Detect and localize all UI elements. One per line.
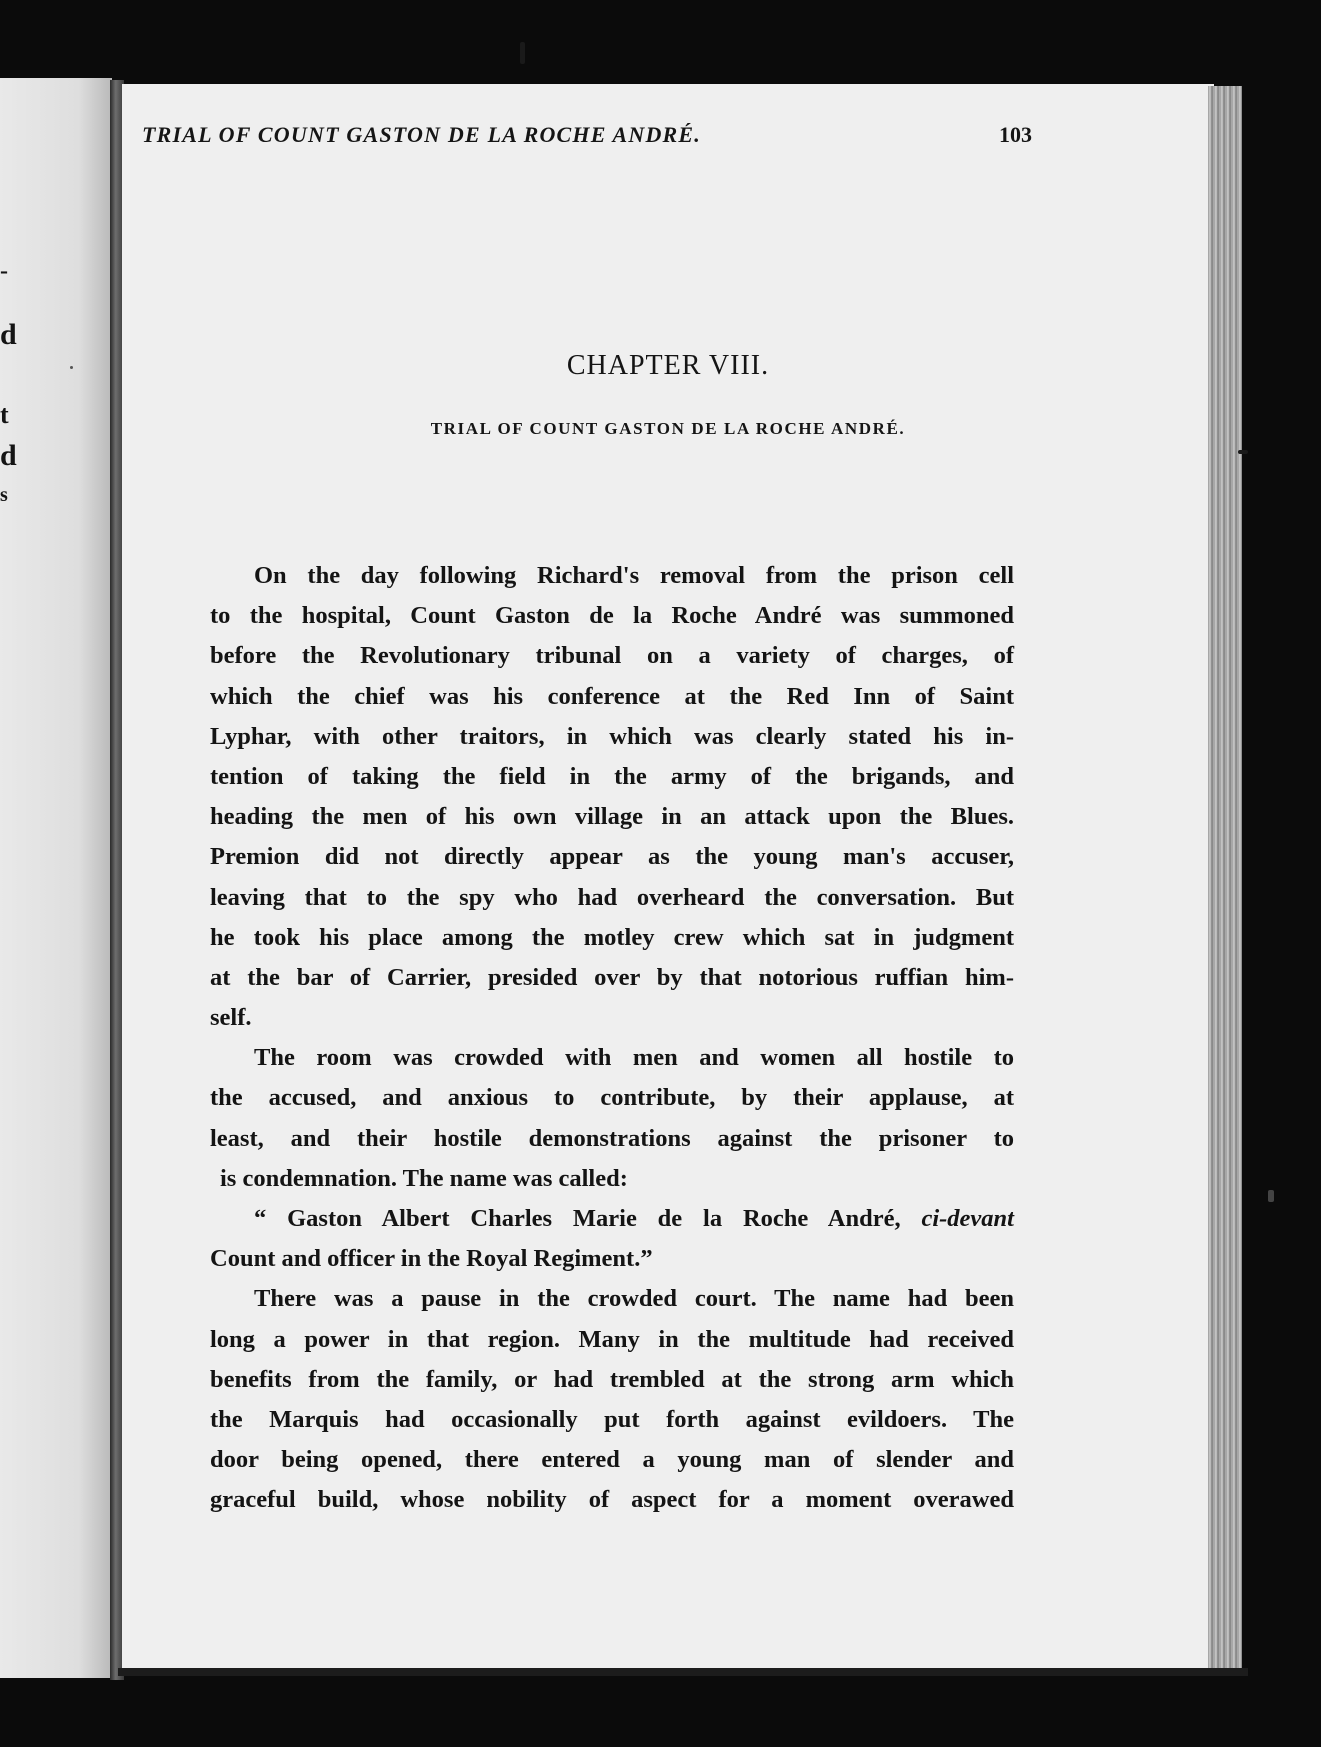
text-line: the Marquis had occasionally put forth against evildoers. The [210,1405,1014,1433]
facing-page-edge [0,78,112,1678]
page-number: 103 [999,122,1032,147]
text-line: leaving that to the spy who had overheard the conversation. But [210,883,1014,911]
text-line: which the chief was his conference at the Red Inn of Saint [210,682,1014,710]
text-line: door being opened, there entered a young man of slender and [210,1446,1014,1474]
left-page-fragment: t [0,400,9,429]
page-edge-strip [1208,86,1242,1672]
page-bottom-shadow [118,1668,1248,1676]
text-line: graceful build, whose nobility of aspect for a moment overawed [210,1486,1014,1514]
text-line: self. [210,1004,252,1032]
text-line: benefits from the family, or had trembled at the strong arm which [210,1365,1014,1393]
left-page-fragment: d [0,439,17,472]
text-line: least, and their hostile demonstrations against the prisoner to [210,1124,1014,1152]
text-line: On the day following Richard's removal from the prison cell [254,562,1014,589]
text-line: Count and officer in the Royal Regiment.” [210,1245,653,1273]
text-line: long a power in that region. Many in the multitude had received [210,1325,1014,1353]
text-line: to the hospital, Count Gaston de la Roche André was summoned [210,602,1014,630]
scan-speck [1238,450,1248,454]
text-line: is condemnation. The name was called: [220,1164,628,1192]
running-head [142,122,1032,148]
chapter-number: CHAPTER VIII. [566,350,770,381]
scan-speck [70,366,73,369]
quote-italic: ci-devant [921,1205,1014,1232]
scan-speck [1268,1190,1274,1202]
left-page-fragment: - [0,258,8,284]
text-line: he took his place among the motley crew which sat in judgment [210,923,1014,951]
text-line: Lyphar, with other traitors, in which was clearly stated his in- [210,722,1014,750]
text-line: the accused, and anxious to contribute, by their applause, at [210,1084,1014,1112]
body-text [210,556,1014,1521]
text-line: heading the men of his own village in an attack upon the Blues. [210,803,1014,831]
text-line: Premion did not directly appear as the young man's accuser, [210,843,1014,871]
left-page-fragment: d [0,318,17,351]
text-line: There was a pause in the crowded court. The name had been [254,1285,1014,1313]
chapter-title: TRIAL OF COUNT GASTON DE LA ROCHE ANDRÉ. [430,419,906,438]
text-line: tention of taking the field in the army of the brigands, and [210,762,1014,790]
text-line-quote [210,1199,1014,1239]
text-line: at the bar of Carrier, presided over by that notorious ruffian him- [210,963,1014,991]
quote-text: “ Gaston Albert Charles Marie de la Roche André, [254,1205,901,1232]
running-head-title: TRIAL OF COUNT GASTON DE LA ROCHE ANDRÉ. [142,122,701,147]
text-line: The room was crowded with men and women all hostile to [254,1044,1014,1072]
left-page-fragment: s [0,484,8,506]
scan-speck [520,42,525,64]
text-line: before the Revolutionary tribunal on a variety of charges, of [210,642,1014,670]
